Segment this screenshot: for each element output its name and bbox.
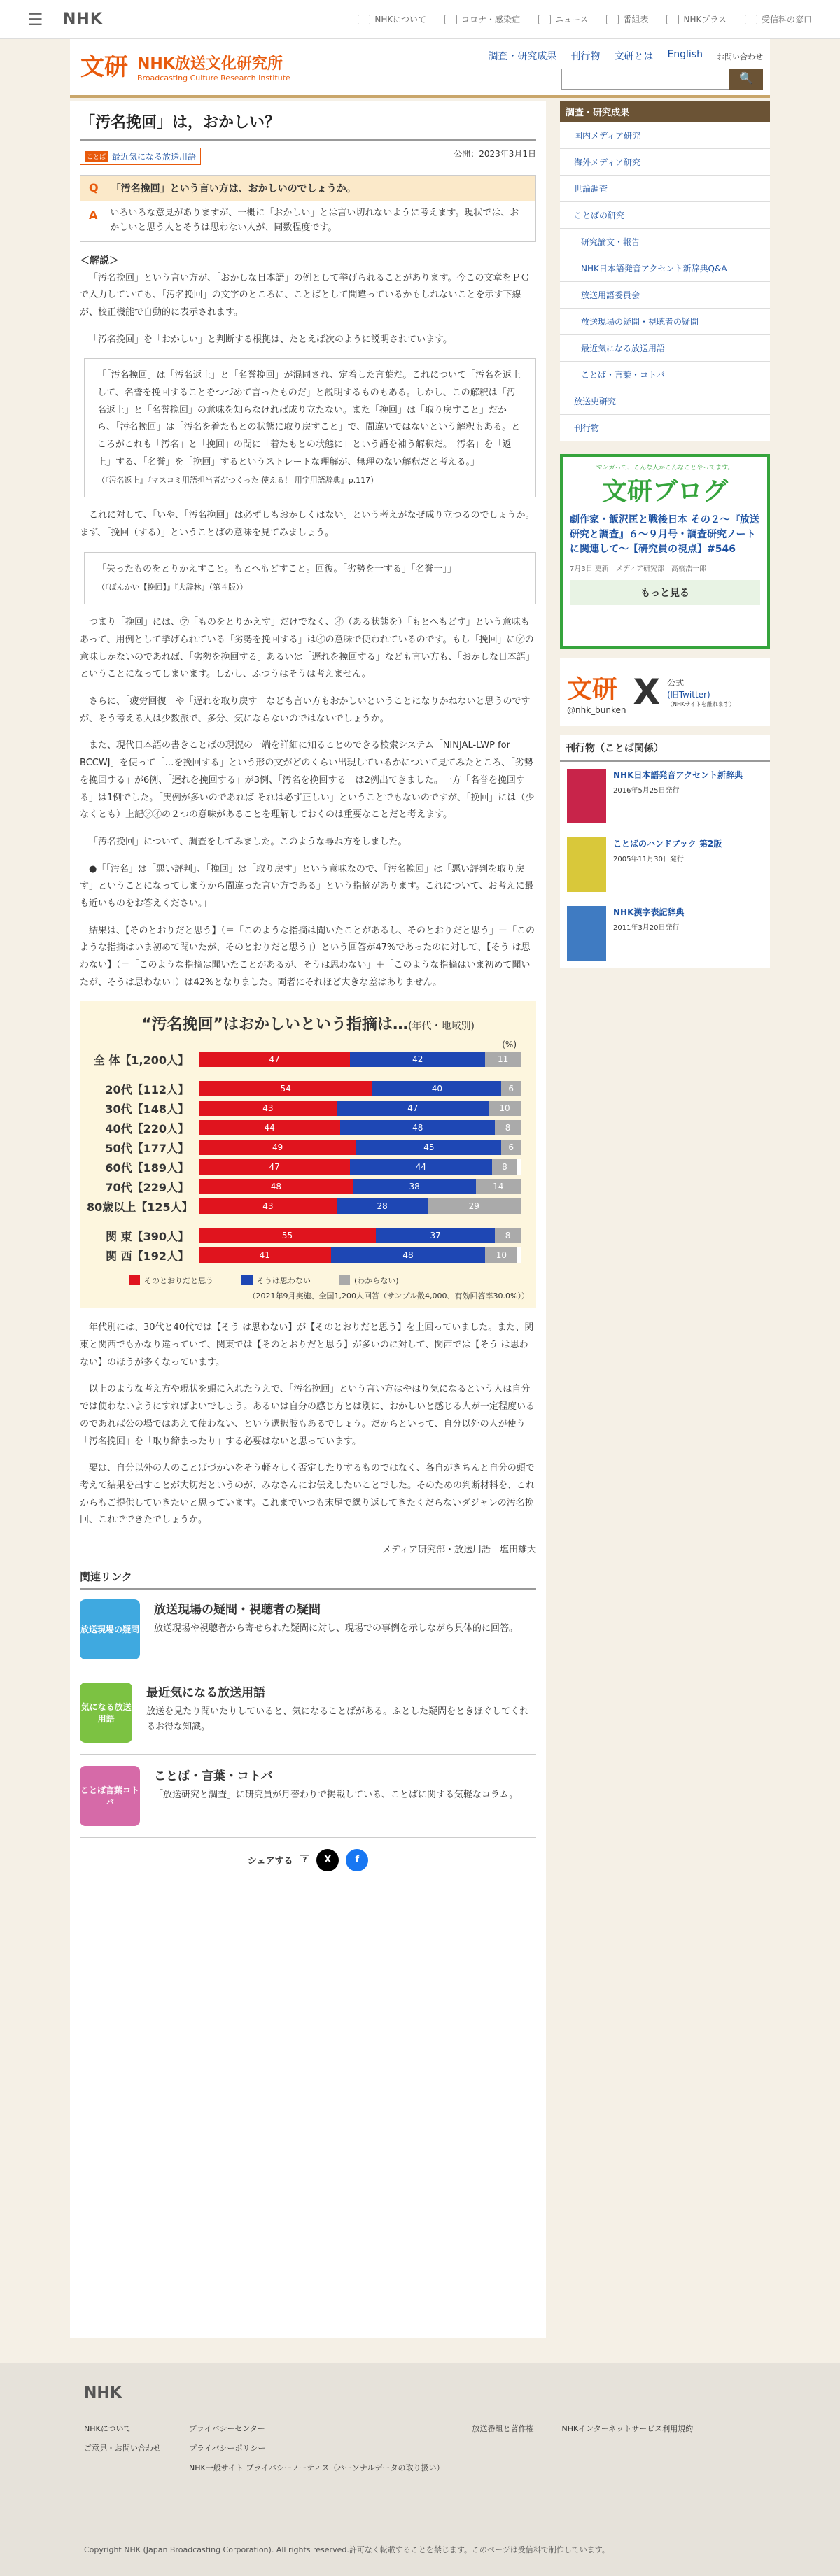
- publication-date: 2016年5月25日発行: [613, 787, 680, 795]
- related-desc: 放送現場や視聴者から寄せられた疑問に対し、現場での事例を示しながら具体的に回答。: [154, 1622, 519, 1634]
- bar-segment: 43: [199, 1198, 337, 1214]
- legend-label: (わからない): [354, 1276, 399, 1286]
- related-thumbnail: 放送現場の疑問: [80, 1599, 140, 1659]
- share-bar: [80, 1849, 536, 1871]
- chart-title-text: “汚名挽回”はおかしいという指摘は…: [141, 1016, 408, 1034]
- footer-column: [472, 2423, 533, 2473]
- paragraph: これに対して、「いや、「汚名挽回」は必ずしもおかしくはない」という考えがなぜ成り立つるのでしょうか。まず、「挽回（する）」ということばの意味を見てみましょう。: [80, 510, 535, 539]
- nav-about[interactable]: 文研とは: [614, 51, 654, 62]
- publication-title[interactable]: NHK日本語発音アクセント新辞典: [613, 770, 743, 780]
- kaisetsu-heading: ＜解説＞: [80, 255, 119, 267]
- chart-row: [87, 1226, 529, 1245]
- menu-icon[interactable]: ☰: [28, 9, 43, 29]
- bunken-logo-title: NHK放送文化研究所: [137, 55, 283, 73]
- category-label: 全 体【1,200人】: [93, 1053, 189, 1067]
- sidebar-item[interactable]: 研究論文・報告: [560, 229, 770, 255]
- copyright: Copyright NHK (Japan Broadcasting Corporation). All rights reserved.許可なく転載することを禁じます。このページは受信料で制作しています。: [84, 2545, 610, 2554]
- question: [80, 176, 536, 201]
- sidebar-item[interactable]: 刊行物: [560, 415, 770, 441]
- nhk-logo[interactable]: NHK: [63, 10, 103, 28]
- survey-chart: [80, 1001, 536, 1308]
- bar-segment: 8: [495, 1120, 521, 1135]
- info-icon: [358, 15, 370, 24]
- bar-segment: 42: [350, 1052, 485, 1067]
- search-input[interactable]: [561, 69, 729, 90]
- blog-link[interactable]: 劇作家・飯沢匡と戦後日本 その２～『放送研究と調査』６～９月号・調査研究ノートに関連して～【研究員の視点】#546: [570, 514, 760, 555]
- bar-segment: 6: [501, 1140, 521, 1155]
- chart-row: [87, 1118, 529, 1138]
- x-label: 公式: [667, 677, 685, 688]
- bar-segment: 28: [337, 1198, 428, 1214]
- plus-icon: [666, 15, 679, 24]
- chart-row: [87, 1177, 529, 1196]
- chart-row: [87, 1157, 529, 1177]
- legend-swatch: [241, 1275, 253, 1285]
- top-nav: [358, 13, 812, 25]
- related-heading: 関連リンク: [80, 1569, 536, 1590]
- sidebar-item[interactable]: 海外メディア研究: [560, 149, 770, 176]
- publication-date: 2005年11月30日発行: [613, 856, 684, 863]
- x-sub: (旧Twitter): [667, 689, 710, 700]
- book-cover: [567, 837, 606, 892]
- qa-box: [80, 175, 536, 242]
- answer: [80, 201, 536, 241]
- quote-text: 「「汚名挽回」は「汚名返上」と「名誉挽回」が混同され、定着した言葉だ。これについて「汚名を返上して、名誉を挽回することをつづめて言ったものだ」と説明するものもある。しかし、この解釈は「汚名返上」と「名誉挽回」の意味を知らなければ成り立たない。また「挽回」は「取り戻すこと」だから、「汚名挽回」は「汚名を着たもとの状態に取り戻すこと」で、間違いではないという解釈もある。ところがこれも「汚名」と「挽回」の間に「着たもとの状態に」という語を補う解釈だ。「汚名」を「返上」する、「名誉」を「挽回」するというストレートな理解が、無理のない解釈だと考える。」: [97, 370, 522, 467]
- quote-source: （『汚名返上』『マスコミ用語担当者がつくった 使える！ 用字用語辞典』p.117）: [97, 476, 379, 486]
- bar-segment: 8: [495, 1228, 521, 1243]
- bar-segment: 45: [356, 1140, 501, 1155]
- sidebar-items: [560, 122, 770, 441]
- topnav-item[interactable]: [745, 13, 812, 25]
- search-form: [561, 69, 763, 90]
- sidebar-heading[interactable]: 調査・研究成果: [560, 101, 770, 122]
- publication-text: [613, 837, 722, 892]
- category-label: 70代【229人】: [105, 1180, 189, 1194]
- nav-contact[interactable]: お問い合わせ: [717, 52, 763, 62]
- category-badge: ことば: [85, 151, 108, 162]
- publications-list: [560, 762, 770, 968]
- publish-date: 公開：2023年3月1日: [454, 149, 536, 159]
- paragraph: 要は、自分以外の人のことばづかいをそう軽々しく否定したりするものではなく、各自がきちんと自分の頭で考えて結果を出すことが大切だというのが、みなさんにお伝えしたいことでした。そのための判断材料を、これからもご提供していきたいと思っています。これまでいつも末尾で繰り返してきたくだらないダジャレの汚名挽回、これでできたでしょうか。: [80, 1463, 536, 1526]
- top-bar: [0, 0, 840, 39]
- stacked-bar: [199, 1198, 521, 1214]
- legend-item: [339, 1275, 399, 1286]
- q-label: Q: [89, 181, 99, 194]
- paragraph: 「汚名挽回」を「おかしい」と判断する根拠は、たとえば次のように説明されています。: [89, 334, 452, 345]
- quote-text: 「失ったものをとりかえすこと。もとへもどすこと。回復。「劣勢を一する」「名誉一」」: [97, 563, 456, 574]
- bar-segment: 49: [199, 1140, 356, 1155]
- related-title[interactable]: 最近気になる放送用語: [146, 1685, 266, 1700]
- chart-rows: [87, 1049, 529, 1265]
- chart-row: [87, 1245, 529, 1265]
- legend-swatch: [339, 1275, 350, 1285]
- bar-segment: 29: [428, 1198, 521, 1214]
- bar-segment: 10: [489, 1101, 521, 1116]
- category-label: 20代【112人】: [105, 1082, 189, 1096]
- sidebar: [560, 101, 770, 968]
- topnav-item[interactable]: [358, 13, 426, 25]
- x-account-card[interactable]: [560, 658, 770, 726]
- stacked-bar: [199, 1120, 521, 1135]
- footer-link[interactable]: NHKについて: [84, 2424, 132, 2433]
- stacked-bar: [199, 1052, 521, 1067]
- sidebar-item[interactable]: 最近気になる放送用語: [560, 335, 770, 362]
- nav-research[interactable]: 調査・研究成果: [488, 51, 557, 62]
- bar-segment: 38: [354, 1179, 476, 1194]
- x-handle: @nhk_bunken: [567, 705, 626, 715]
- related-text: [154, 1766, 518, 1826]
- topnav-label: ニュース: [555, 15, 589, 24]
- bar-segment: 47: [337, 1101, 489, 1116]
- category-label: 関 西【192人】: [106, 1249, 189, 1263]
- legend-swatch: [129, 1275, 140, 1285]
- x-logo-icon: X: [633, 672, 661, 712]
- news-icon: [538, 15, 551, 24]
- publication-date: 2011年3月20日発行: [613, 924, 680, 932]
- chart-row: [87, 1196, 529, 1216]
- footer-link[interactable]: NHK一般サイト プライバシーノーティス（パーソナルデータの取り扱い）: [189, 2463, 444, 2472]
- question-text: 「汚名挽回」という言い方は、おかしいのでしょうか。: [111, 183, 356, 194]
- bar-segment: 10: [485, 1247, 517, 1263]
- mail-icon: [745, 15, 757, 24]
- legend-label: そうは思わない: [257, 1276, 311, 1286]
- bar-segment: 44: [199, 1120, 340, 1135]
- x-note: （NHKサイトを離れます）: [667, 700, 735, 707]
- paragraph: 以上のような考え方や現状を頭に入れたうえで、「汚名挽回」という言い方はやはり気になるという人は自分では使わないようにすればよいでしょう。あるいは自分の感じ方とは別に、おかしいと感じる人が一定程度いるのであれば公の場ではあえて使わない、という選択肢もあるでしょう。だからといって、自分以外の人が使う「汚名挽回」を「取り締まったり」する必要はないと思っています。: [80, 1384, 536, 1447]
- publication-text: [613, 906, 684, 961]
- related-desc: 「放送研究と調査」に研究員が月替わりで掲載している、ことばに関する気軽なコラム。: [154, 1789, 519, 1800]
- bunken-logo-mark: 文研: [80, 53, 128, 81]
- publication-title[interactable]: ことばのハンドブック 第2版: [613, 839, 722, 849]
- blog-date: 7月3日 更新 メディア研究部 高橋浩一郎: [570, 565, 707, 573]
- stacked-bar: [199, 1101, 521, 1116]
- topnav-label: NHKプラス: [683, 15, 727, 24]
- footer-link[interactable]: プライバシーセンター: [189, 2424, 265, 2433]
- paragraph: 「汚名挽回」について、調査をしてみました。このような尋ね方をしました。: [89, 836, 407, 847]
- related-title[interactable]: ことば・言葉・コトバ: [154, 1769, 273, 1783]
- paragraph: ●「「汚名」は「悪い評判」、「挽回」は「取り戻す」という意味なので、「汚名挽回」は「悪い評判を取り戻す」ということになってしまうから間違った言い方である」という指摘があります。これについて、お考えに最も近いものをお答えください。」: [80, 863, 534, 909]
- topnav-label: 番組表: [623, 15, 649, 24]
- bar-segment: 48: [331, 1247, 486, 1263]
- tv-icon: [606, 15, 619, 24]
- legend-label: そのとおりだと思う: [144, 1276, 214, 1286]
- sidebar-item[interactable]: NHK日本語発音アクセント新辞典Q&A: [560, 255, 770, 282]
- stacked-bar: [199, 1159, 521, 1175]
- chart-note: （2021年9月実施、全国1,200人回答（サンプル数4,000、有効回答率30.0%））: [248, 1291, 529, 1301]
- sidebar-item[interactable]: ことばの研究: [560, 202, 770, 229]
- related-text: [146, 1683, 536, 1743]
- help-icon[interactable]: ?: [300, 1855, 309, 1864]
- paragraph: 年代別には、30代と40代では【そう は思わない】が【そのとおりだと思う】を上回っていました。また、関東と関西でもかなり違っていて、関東では【そのとおりだと思う】が多いのに対して、関西では【そう は思わない】のほうが多くなっています。: [80, 1322, 534, 1368]
- related-thumbnail: ことば言葉コトバ: [80, 1766, 140, 1826]
- related-item[interactable]: [80, 1766, 536, 1838]
- page-title: 「汚名挽回」は，おかしい？: [80, 111, 536, 141]
- topnav-label: NHKについて: [374, 15, 427, 24]
- category-label: 40代【220人】: [105, 1121, 189, 1135]
- bar-segment: 37: [376, 1228, 495, 1243]
- bar-segment: 43: [199, 1101, 337, 1116]
- bunken-x-logo: 文研: [567, 674, 618, 704]
- bar-segment: 44: [350, 1159, 491, 1175]
- stacked-bar: [199, 1228, 521, 1243]
- bar-segment: 41: [199, 1247, 331, 1263]
- category-label: 50代【177人】: [105, 1141, 189, 1155]
- sidebar-item[interactable]: 国内メディア研究: [560, 122, 770, 149]
- topnav-label: 受信料の窓口: [761, 15, 812, 24]
- blog-title: 文研ブログ: [601, 477, 728, 506]
- nav-english[interactable]: English: [667, 49, 703, 60]
- bunken-logo-sub: Broadcasting Culture Research Institute: [137, 73, 290, 83]
- footer-links: [84, 2423, 756, 2473]
- chart-legend: [129, 1275, 529, 1286]
- footer-column: [189, 2423, 444, 2473]
- bar-segment: 55: [199, 1228, 376, 1243]
- sidebar-item[interactable]: 世論調査: [560, 176, 770, 202]
- category-tag[interactable]: [80, 148, 201, 165]
- footer-link[interactable]: 放送番組と著作権: [472, 2424, 534, 2433]
- sidebar-item[interactable]: 放送史研究: [560, 388, 770, 415]
- quote-block: [84, 552, 536, 605]
- topnav-item[interactable]: [606, 13, 648, 25]
- publication-item[interactable]: [560, 830, 770, 899]
- bar-segment: 6: [501, 1081, 521, 1096]
- legend-item: [241, 1275, 311, 1286]
- x-share-icon[interactable]: X: [316, 1849, 339, 1871]
- topnav-item[interactable]: [444, 13, 520, 25]
- chart-row: [87, 1098, 529, 1118]
- article-main: [70, 101, 546, 2338]
- footer-column: [84, 2423, 161, 2473]
- related-text: [154, 1599, 518, 1659]
- legend-item: [129, 1275, 214, 1286]
- blog-card[interactable]: [560, 454, 770, 649]
- chart-row: [87, 1079, 529, 1098]
- bar-segment: 14: [476, 1179, 521, 1194]
- bar-segment: 8: [492, 1159, 518, 1175]
- share-label: シェアする: [247, 1856, 293, 1867]
- bar-segment: 48: [340, 1120, 495, 1135]
- answer-text: いろいろな意見がありますが、一概に「おかしい」とは言い切れないように考えます。現状では、おかしいと思う人とそうは思わない人が、同数程度です。: [110, 208, 519, 233]
- quote-block: [84, 358, 536, 497]
- book-cover: [567, 769, 606, 823]
- category-label: 関 東【390人】: [106, 1229, 189, 1243]
- publication-item[interactable]: [560, 899, 770, 968]
- related-title[interactable]: 放送現場の疑問・視聴者の疑問: [154, 1602, 321, 1617]
- related-thumbnail: 気になる放送用語: [80, 1683, 132, 1743]
- sidebar-item[interactable]: 放送現場の疑問・視聴者の疑問: [560, 309, 770, 335]
- footer-link[interactable]: プライバシーポリシー: [189, 2444, 266, 2453]
- related-desc: 放送を見たり聞いたりしていると、気になることばがある。ふとした疑問をときほぐしてくれるお得な知識。: [146, 1706, 529, 1733]
- bunken-logo[interactable]: [77, 46, 290, 88]
- related-links: [80, 1599, 536, 1838]
- topnav-item[interactable]: [666, 13, 727, 25]
- chart-row: [87, 1138, 529, 1157]
- paragraph: つまり「挽回」には、㋐「ものをとりかえす」だけでなく、㋑（ある状態を）「もとへもどす」という意味もあって、用例として挙げられている「劣勢を挽回する」は㋑の意味で使われているのです。もし「挽回」に㋐の意味しかないのであれば、「劣勢を挽回する」あるいは「遅れを挽回する」なども言い方も、「おかしな日本語」ということになってしまいます。しかし、ふつうはそうは考えません。: [80, 617, 536, 680]
- bar-segment: 48: [199, 1179, 354, 1194]
- bar-segment: 54: [199, 1081, 372, 1096]
- book-cover: [567, 906, 606, 961]
- stacked-bar: [199, 1179, 521, 1194]
- footer: [0, 2363, 840, 2576]
- sidebar-item[interactable]: 放送用語委員会: [560, 282, 770, 309]
- stacked-bar: [199, 1081, 521, 1096]
- a-label: A: [89, 208, 98, 222]
- paragraph: さらに、「疲労回復」や「遅れを取り戻す」なども言い方もおかしいということになりかねないと思うのですが、そう考える人は少数派で、多分、気にならないのではないでしょうか。: [80, 696, 531, 724]
- chart-row: [87, 1049, 529, 1069]
- header-nav: [488, 49, 763, 63]
- category-label: 80歳以上【125人】: [87, 1200, 193, 1214]
- blog-small: マンガって、こんな人がこんなことやってます。: [596, 465, 734, 472]
- facebook-share-icon[interactable]: f: [346, 1849, 368, 1871]
- category-label: 30代【148人】: [105, 1102, 189, 1116]
- footer-nhk-logo[interactable]: NHK: [84, 2384, 122, 2402]
- footer-column: [561, 2423, 693, 2473]
- stacked-bar: [199, 1247, 521, 1263]
- blog-more-button[interactable]: もっと見る: [570, 580, 760, 605]
- paragraph: また、現代日本語の書きことばの現況の一端を詳細に知ることのできる検索システム「NINJAL-LWP for BCCWJ」を使って「…を挽回する」という形の文がどのくらい出現しているかについて見てみたところ、「劣勢を挽回する」が6例、「遅れを挽回する」が3例、「汚名を挽回する」は2例出てきました。一方「名誉を挽回する」は1例でした。「実例が多いのであれば それは必ず正しい」ということでもないのですが、「挽回」には（少なくとも）上記㋐㋑の２つの意味があることを理解しておくのは重要なことだと考えます。: [80, 740, 535, 821]
- topnav-label: コロナ・感染症: [461, 15, 521, 24]
- bar-segment: 47: [199, 1052, 350, 1067]
- bar-segment: 11: [485, 1052, 521, 1067]
- publication-title[interactable]: NHK漢字表記辞典: [613, 907, 685, 917]
- nav-publications[interactable]: 刊行物: [570, 51, 601, 62]
- footer-link[interactable]: ご意見・お問い合わせ: [84, 2444, 161, 2453]
- footer-link[interactable]: NHKインターネットサービス利用規約: [561, 2424, 694, 2433]
- search-icon[interactable]: 🔍: [729, 69, 763, 90]
- paragraph: 結果は、【そのとおりだと思う】（＝「このような指摘は聞いたことがあるし、そのとおりだと思う」＋「このような指摘はいま初めて聞いたが、そのとおりだと思う」）という回答が47%であったのに対して、【そう は思わない】（＝「このような指摘は聞いたことがあるが、そうは思わない」＋「このような指摘はいま初めて聞いたが、そうは思わない」）は42%となりました。両者にそれほど大きな差はありません。: [80, 925, 536, 988]
- bar-segment: 47: [199, 1159, 350, 1175]
- sidebar-item[interactable]: ことば・言葉・コトバ: [560, 362, 770, 388]
- publications-heading: 刊行物（ことば関係）: [560, 735, 770, 762]
- related-item[interactable]: [80, 1599, 536, 1671]
- author: メディア研究部・放送用語 塩田雄大: [382, 1544, 536, 1555]
- chart-subtitle: (年代・地域別): [407, 1021, 475, 1033]
- paragraph: 「汚名挽回」という言い方が、「おかしな日本語」の例として挙げられることがあります。今この文章をＰＣで入力していても、「汚名挽回」の文字のところに、ことばとして間違っているかもしれないことを示す下線が、校正機能で自動的に表示されます。: [80, 272, 530, 318]
- article-meta: [80, 148, 536, 165]
- category-label: 60代【189人】: [105, 1161, 189, 1175]
- topnav-item[interactable]: [538, 13, 588, 25]
- site-header: [70, 39, 770, 98]
- bar-segment: 40: [372, 1081, 501, 1096]
- quote-source: （『ばんかい【挽回】』『大辞林』（第４版））: [97, 583, 248, 593]
- publication-text: [613, 769, 743, 823]
- chart-title: [87, 1012, 529, 1034]
- publication-item[interactable]: [560, 762, 770, 830]
- related-item[interactable]: [80, 1683, 536, 1755]
- chart-unit: (%): [502, 1040, 517, 1050]
- virus-icon: [444, 15, 457, 24]
- category-label: 最近気になる放送用語: [112, 152, 197, 162]
- stacked-bar: [199, 1140, 521, 1155]
